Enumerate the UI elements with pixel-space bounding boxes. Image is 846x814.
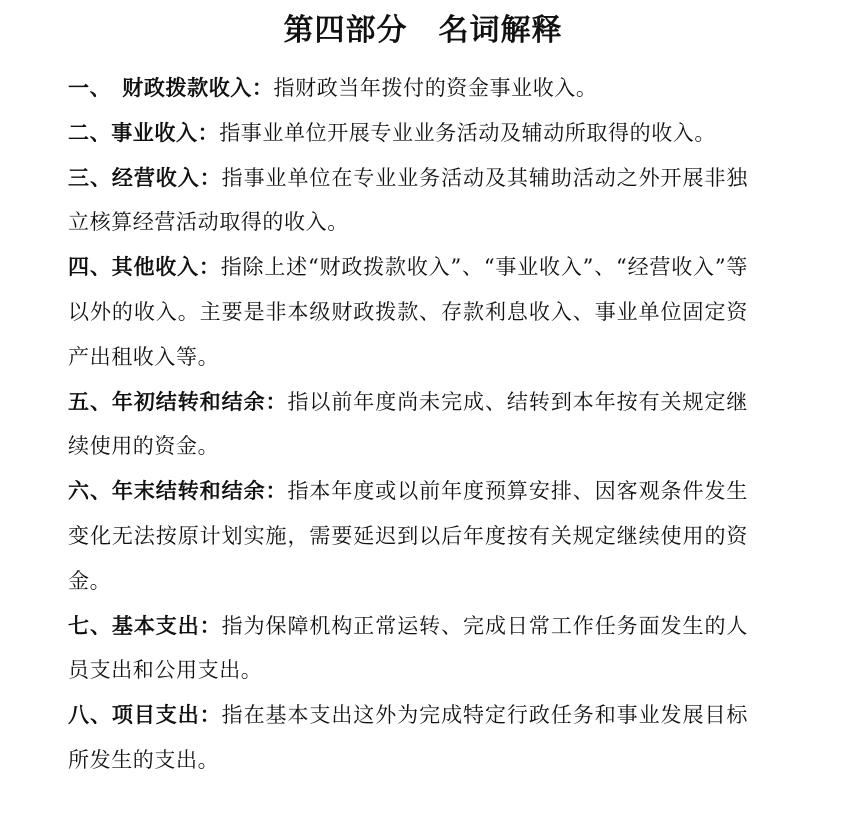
glossary-definition: 指除上述“财政拨款收入”、“事业收入”、“经营收入”等以外的收入。主要是非本级财政拨款、存款利息收入、事业单位固定资产出租收入等。: [68, 255, 748, 369]
glossary-definition: 指以前年度尚未完成、结转到本年按有关规定继续使用的资金。: [68, 389, 748, 459]
glossary-definition: 指本年度或以前年度预算安排、因客观条件发生变化无法按原计划实施，需要延迟到以后年度按有关规定继续使用的资金。: [68, 479, 748, 593]
glossary-entry-4: [68, 245, 748, 379]
glossary-entry-8: [68, 693, 748, 783]
glossary-term: 六、年末结转和结余：: [68, 479, 288, 504]
glossary-definition: 指财政当年拨付的资金事业收入。: [273, 76, 598, 100]
glossary-term: 二、事业收入：: [68, 120, 220, 145]
glossary-term: 七、基本支出：: [68, 613, 222, 638]
glossary-definition: 指为保障机构正常运转、完成日常工作任务面发生的人员支出和公用支出。: [68, 613, 748, 683]
glossary-entry-3: [68, 156, 748, 246]
glossary-definition: 指事业单位在专业业务活动及其辅助活动之外开展非独立核算经营活动取得的收入。: [68, 165, 748, 235]
glossary-entry-1: [68, 66, 748, 111]
glossary-term: 八、项目支出：: [68, 703, 222, 728]
glossary-entry-2: [68, 111, 748, 156]
glossary-entry-7: [68, 604, 748, 694]
glossary-term: 一、 财政拨款收入：: [68, 76, 274, 100]
glossary-definition: 指事业单位开展专业业务活动及辅动所取得的收入。: [219, 120, 717, 145]
glossary-definition: 指在基本支出这外为完成特定行政任务和事业发展目标所发生的支出。: [68, 703, 748, 772]
glossary-term: 五、年初结转和结余：: [68, 389, 288, 414]
glossary-entry-5: [68, 380, 748, 470]
glossary-term: 四、其他收入：: [68, 255, 221, 280]
glossary-entry-6: [68, 469, 748, 603]
glossary-list: [68, 66, 748, 783]
page-title: 第四部分 名词解释: [283, 13, 563, 48]
glossary-term: 三、经营收入：: [68, 165, 222, 190]
